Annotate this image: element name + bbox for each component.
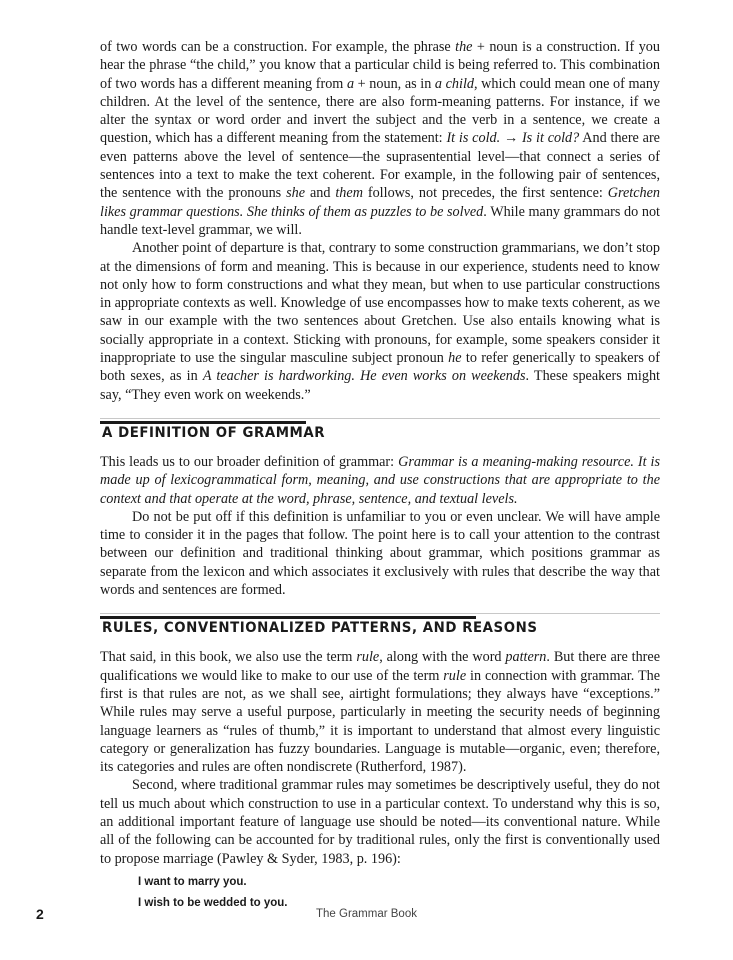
- italic-text: It is cold. → Is it cold?: [446, 130, 580, 147]
- section-heading: RULES, CONVENTIONALIZED PATTERNS, AND REASONS: [102, 620, 538, 637]
- text-run: This leads us to our broader definition of grammar:: [100, 453, 399, 470]
- section-header-rules: [100, 613, 660, 638]
- italic-text: pattern: [505, 649, 547, 666]
- text-run: And there are even patterns above the level of sentence—the suprasentential level—that connect a series of sentences into a text to make the text coherent. For example, in the following pair of sentences, the sentence with the pronouns: [100, 130, 660, 202]
- text-run: + noun is a construction. If you hear the phrase “the child,” you know that a particular child is being referred to. This combination of two words has a different meaning from: [100, 39, 660, 92]
- text-run: That said, in this book, we also use the term: [100, 649, 357, 666]
- italic-text: he: [448, 350, 462, 367]
- page-body: [100, 38, 660, 914]
- paragraph: [100, 776, 660, 867]
- paragraph: [100, 38, 660, 239]
- paragraph: [100, 239, 660, 404]
- text-run: , along with the word: [379, 649, 506, 666]
- text-run: of two words can be a construction. For example, the phrase: [100, 39, 456, 55]
- running-footer-title: The Grammar Book: [316, 908, 417, 920]
- italic-text: Gretchen likes grammar questions. She thinks of them as puzzles to be solved: [100, 185, 660, 220]
- text-run: Do not be put off if this definition is unfamiliar to you or even unclear. We will have ample time to consider it in the pages that follow. The point here is to call your attention to the contrast between our definition and traditional thinking about grammar, which positions grammar as separate from the lexicon and which associates it exclusively with rules that describe the way that words and sentences are formed.: [100, 508, 660, 599]
- text-run: . But there are three qualifications we would like to make to our use of the term: [100, 649, 660, 684]
- example-sentence: I wish to be wedded to you.: [138, 896, 288, 909]
- text-run: + noun, as in: [354, 75, 435, 92]
- italic-text: a child: [434, 75, 475, 92]
- paragraph: [100, 648, 660, 776]
- text-run: . While many grammars do not handle text-level grammar, we will.: [100, 203, 660, 238]
- italic-text: a: [346, 75, 355, 92]
- italic-text: the: [455, 39, 473, 55]
- text-run: in connection with grammar. The first is that rules are not, as we shall see, airtight formulations; they always have “exceptions.” While rules may serve a useful purpose, particularly in meeting the security needs of beginning language learners as “rules of thumb,” it is important to understand that almost every linguistic category or generalization has fuzzy boundaries. Language is mutable—organic, even; therefore, its categories and rules are often nondiscrete (Rutherford, 1987).: [100, 667, 660, 776]
- text-run: . These speakers might say, “They even work on weekends.”: [100, 368, 660, 403]
- section-heading: A DEFINITION OF GRAMMAR: [102, 424, 326, 441]
- text-run: , which could mean one of many children. At the level of the sentence, there are also form-meaning patterns. For instance, if we alter the syntax or word order and invert the subject and the verb in a sentence, we create a question, which has a different meaning from the statement:: [100, 75, 661, 147]
- page-footer: [0, 906, 733, 926]
- text-run: and: [305, 185, 336, 202]
- text-run: Second, where traditional grammar rules may sometimes be descriptively useful, they do not tell us much about which construction to use in a particular context. To understand why this is so, an additional important feature of language use should be noted—its conventional nature. While all of the following can be accounted for by traditional rules, only the first is conventionally used to propose marriage (Pawley & Syder, 1983, p. 196):: [100, 777, 660, 867]
- italic-text: Grammar is a meaning-making resource. It is made up of lexicogrammatical form, meaning, and use constructions that are appropriate to the context and that operate at the word, phrase, sentence, and textual levels.: [100, 453, 660, 507]
- section-header-definition: [100, 418, 660, 443]
- text-run: to refer generically to speakers of both sexes, as in: [100, 350, 660, 385]
- text-run: Another point of departure is that, contrary to some construction grammarians, we don’t stop at the dimensions of form and meaning. This is because in our experience, students need to know not only how to form constructions and what they mean, but when to use particular constructions in appropriate contexts as well. Knowledge of use encompasses how to make texts coherent, as we saw in our example with the two sentences about Gretchen. Use also entails knowing what is socially appropriate in a context. Sticking with pronouns, for example, some speakers consider it inappropriate to use the singular masculine subject pronoun: [100, 240, 660, 367]
- paragraph: [100, 453, 660, 508]
- italic-text: A teacher is hardworking. He even works on weekends: [202, 368, 526, 385]
- text-run: follows, not precedes, the first sentence:: [362, 185, 608, 202]
- paragraph: [100, 508, 660, 599]
- page-number: 2: [36, 906, 44, 922]
- example-sentence: I want to marry you.: [138, 875, 247, 888]
- italic-text: them: [335, 185, 363, 202]
- italic-text: she: [286, 185, 306, 202]
- italic-text: rule: [443, 667, 467, 684]
- italic-text: rule: [356, 649, 380, 666]
